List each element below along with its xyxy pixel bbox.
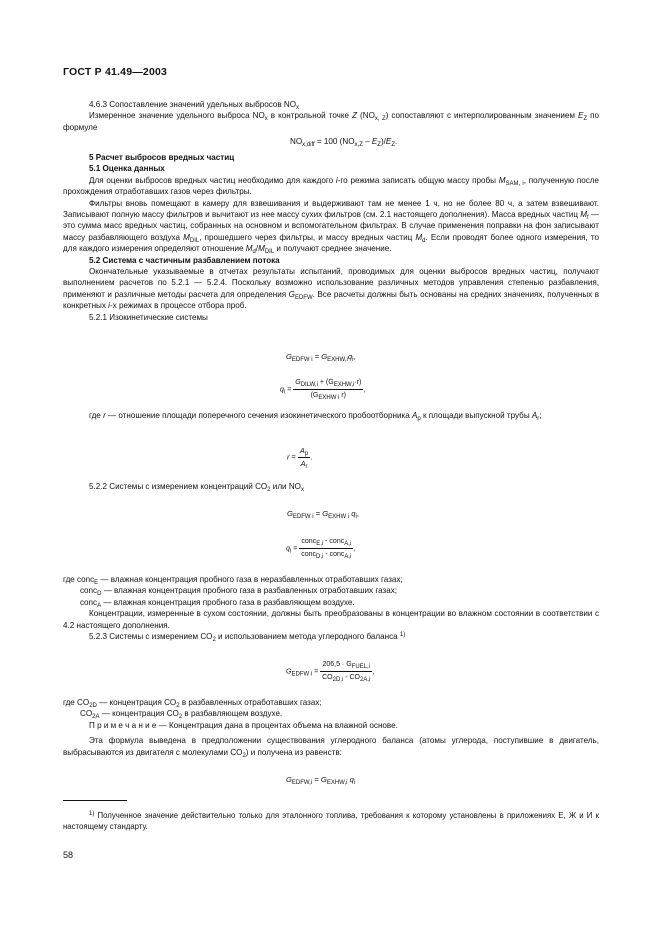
equation-nox-diff: $NO_{x,diff} = 100$ $(NO_{x,Z} - E_Z)/E_Z$. [290,137,398,148]
definition-conc-d: conc$_D$ — влажная концентрация пробного газа в разбавленных отработавших газах; [80,586,398,598]
definitions-co2 [63,697,599,758]
section-5-1-para-2: Фильтры вновь помещают в камеру для взвешивания и выдерживают там не менее 1 ч, но не более 80 ч, а затем взвешивают. Записывают полную массу фильтров и вычитают из нее массу сухих фильтров (см. 2.1 настоящего дополнения). Масса вредных частиц $M_f$ — это сумма масс вредных частиц, собранных на основном и вспомогательном фильтрах. В случае применения поправки на фон записывают массу разбавляющего воздуха $M_{DIL}$, прошедшего через фильтры, и массу вредных частиц $M_d$. Если проводят более одного измерения, то для каждого измерения определяют отношение $M_d/M_{DIL}$ и получают среднее значение. [63,198,599,256]
section-5-1-para-1: Для оценки выбросов вредных частиц необходимо для каждого i-го режима записать общую массу пробы $M_{SAM, i}$, полученную после прохождения отработавших газов через фильтры. [63,175,600,197]
fraction: $\frac{G_{DILW,i} + (G_{EXHW,i}\cdot r)}{(G_{EXHW i} r)}$ [295,379,362,401]
definition-co2d: где $CO_{2D}$ — концентрация $CO_2$ в разбавленных отработавших газах; [63,698,322,709]
section-5-2-3-title: 5.2.3 Системы с измерением $CO_2$ и использованием метода углеродного баланса $^{1)}$ [89,632,406,644]
definition-conc-a: conc$_A$ — влажная концентрация пробного газа в разбавляющем воздухе. [80,597,355,609]
equation-qi-isokinetic: $q_i$ = $\frac{G_{DILW,i} + (G_{EXHW,i}\cdot r)}{(G_{EXHW i} r)}$ , [280,379,366,401]
definition-co2a: $CO_{2A}$ — концентрация $CO_2$ в разбавляющем воздухе. [80,709,283,721]
section-5-2-1-title: 5.2.1 Изокинетические системы [89,312,208,322]
equation-gedfw-isokinetic: $G_{EDFW i} = G_{EXHW,i}q_i$, [286,352,356,363]
equation-gedfw-carbon-balance: $G_{EDFW i}$ = $\frac{206,5 \cdot G_{FUEL,i}}{CO_{2D,i} - CO_{2A,i}}$ , [286,661,375,683]
definitions-conc [63,574,599,642]
section-4-6-3 [63,99,599,133]
fraction: $\frac{A_p}{A_r}$ [299,446,309,470]
equation-r: r = $\frac{A_p}{A_r}$ . [287,446,313,470]
carbon-balance-para: Эта формула выведена в предположении существования углеродного баланса (атомы углерода, поступившие в двигатель, выбрасываются из двигателя с молекулами $CO_2$) и получена из равенств: [63,736,599,759]
document-header: ГОСТ Р 41.49—2003 [63,66,168,78]
footnote-separator [63,800,127,801]
definition-conc-e: где conc$_E$ — влажная концентрация пробного газа в неразбавленных отработавших газах; [63,575,403,586]
fraction: $\frac{conc_{E,i} - conc_{A,i}}{conc_{D,i} - conc_{A,i}}$ [301,538,352,560]
definition-r: где r — отношение площади поперечного сечения изокинетического пробоотборника $A_p$ к площади выпускной трубы $A_r$; [89,411,542,422]
section-5-2-title: 5.2 Система с частичным разбавлением потока [89,255,280,265]
section-5-1-title: 5.1 Оценка данных [89,164,165,174]
section-5-2-para: Окончательные указываемые в отчетах результаты испытаний, проводимых для оценки выбросов вредных частиц, получают выполнением расчетов по 5.2.1 — 5.2.4. Поскольку возможно использование различных методов управления степенью разбавления, применяют и различные методы расчета для определения $G_{EDFW}$. Все расчеты должны быть основаны на средних значениях, полученных в конкретных i-х режимах в процессе отбора проб. [63,267,599,311]
section-4-6-3-title: 4.6.3 Сопоставление значений удельных выбросов $NO_x$ [89,100,300,111]
section-4-6-3-text: Измеренное значение удельного выброса $NO_x$ в контрольной точке Z $(NO_{x, Z})$ сопоставляют с интерполированным значением $E_Z$ по формуле [63,111,599,132]
footnote-ref: 1) [399,632,406,639]
fraction: $\frac{206,5 \cdot G_{FUEL,i}}{CO_{2D,i} - CO_{2A,i}}$ [322,661,371,683]
footnote-text: Полученное значение действительно только для эталонного топлива, требования к которому установлены в приложениях Е, Ж и И к настоящему стандарту. [63,811,599,831]
conversion-note: Концентрации, измеренные в сухом состоянии, должны быть преобразованы в концентрации во влажном состоянии в соответствии с 4.2 настоящего дополнения. [63,609,599,630]
footnote-mark: 1) [89,811,95,817]
section-5-title: 5 Расчет выбросов вредных частиц [89,153,235,162]
equation-qi-concentration: $q_i$ = $\frac{conc_{E,i} - conc_{A,i}}{conc_{D,i} - conc_{A,i}}$ , [286,538,356,560]
equation-gedfw-final: $G_{EDFW,i} = G_{EXHW,i}$ $q_i$ [286,775,356,786]
note: П р и м е ч а н и е — Концентрация дана в процентах объема на влажной основе. [89,720,398,730]
page-number: 58 [63,850,74,860]
footnote [63,810,599,832]
section-5 [63,152,599,323]
equation-gedfw-concentration: $G_{EDFW i} = G_{EXHW i}$ $q_i$, [287,509,359,520]
section-5-2-2-title: 5.2.2 Системы с измерением концентраций $CO_2$ или $NO_x$ [89,482,304,493]
